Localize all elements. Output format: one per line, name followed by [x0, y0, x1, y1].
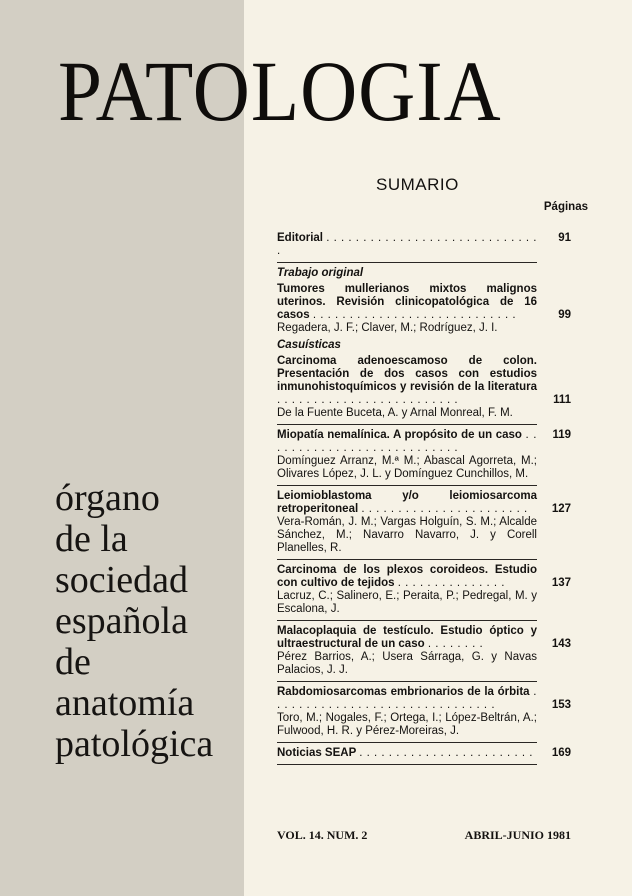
toc-entry-editorial[interactable]: Editorial . . . . . . . . . . . . . . . . . . . . . . . . . . . . . . 91 [277, 232, 571, 257]
subtitle-line: patológica [55, 723, 214, 765]
entry-title: Tumores mullerianos mixtos malignos uterinos. Revisión clinicopatológica de 16 casos [277, 283, 537, 321]
journal-title: PATOLOGIA [58, 43, 502, 139]
volume-number: VOL. 14. NUM. 2 [277, 828, 368, 842]
entry-authors: De la Fuente Buceta, A. y Arnal Monreal, F. M. [277, 407, 513, 419]
entry-authors: Domínguez Arranz, M.ª M.; Abascal Agorreta, M.; Olivares López, J. L. y Domínguez Cunchillos, M. [277, 455, 537, 480]
toc-entry[interactable]: Leiomioblastoma y/o leiomiosarcoma retroperitoneal . . . . . . . . . . . . . . . . . . . . . . . 127 Vera-Román, J. M.; Vargas Holguín, S. M.; Alcalde Sánchez, M.; Navarro Navarro, J. y Corell Planelles, R. [277, 490, 571, 554]
divider [277, 742, 537, 743]
entry-authors: Pérez Barrios, A.; Usera Sárraga, G. y Navas Palacios, J. J. [277, 651, 537, 676]
divider [277, 262, 537, 263]
issue-date: ABRIL-JUNIO 1981 [464, 828, 571, 842]
entry-page: 169 [551, 747, 571, 759]
entry-authors: Lacruz, C.; Salinero, E.; Peraita, P.; Pedregal, M. y Escalona, J. [277, 590, 537, 615]
entry-authors: Toro, M.; Nogales, F.; Ortega, I.; López-Beltrán, A.; Fulwood, H. R. y Pérez-Moreiras, J. [277, 712, 537, 737]
toc-entry[interactable]: Malacoplaquia de testículo. Estudio óptico y ultraestructural de un caso . . . . . . . . 143 Pérez Barrios, A.; Usera Sárraga, G. y Navas Palacios, J. J. [277, 625, 571, 676]
toc-entry[interactable]: Miopatía nemalínica. A propósito de un caso . . . . . . . . . . . . . . . . . . . . . . . . . . . 119 Domínguez Arranz, M.ª M.; Abascal Agorreta, M.; Olivares López, J. L. y Domínguez Cunchillos, M. [277, 429, 571, 480]
entry-title: Editorial [277, 232, 324, 244]
entry-title: Rabdomiosarcomas embrionarios de la órbita [277, 686, 530, 698]
section-heading-original: Trabajo original [277, 267, 364, 279]
entry-page: 127 [551, 503, 571, 515]
entry-page: 119 [552, 429, 571, 441]
subtitle-line: anatomía [55, 682, 195, 724]
divider [277, 559, 537, 560]
toc-entry[interactable]: Carcinoma de los plexos coroideos. Estudio con cultivo de tejidos . . . . . . . . . . . . . . . 137 Lacruz, C.; Salinero, E.; Peraita, P.; Pedregal, M. y Escalona, J. [277, 564, 571, 615]
subtitle-line: de la [55, 518, 128, 560]
entry-authors: Vera-Román, J. M.; Vargas Holguín, S. M.; Alcalde Sánchez, M.; Navarro Navarro, J. y Corell Planelles, R. [277, 516, 537, 554]
entry-page: 143 [551, 638, 571, 650]
toc-entry[interactable]: Carcinoma adenoescamoso de colon. Presentación de dos casos con estudios inmunohistoquímicos y revisión de la literatura . . . . . . . . . . . . . . . . . . . . . . . . . 111 De la Fuente Buceta, A. y Arnal Monreal, F. M. [277, 355, 571, 419]
subtitle-line: sociedad [55, 559, 188, 601]
entry-title: Carcinoma adenoescamoso de colon. Presentación de dos casos con estudios inmunohistoquímicos y revisión de la literatura [277, 355, 537, 393]
toc-entry[interactable]: Tumores mullerianos mixtos malignos uterinos. Revisión clinicopatológica de 16 casos . . . . . . . . . . . . . . . . . . . . . . . . . . . . 99 Regadera, J. F.; Claver, M.; Rodríguez, J. I. [277, 283, 571, 334]
journal-subtitle [55, 478, 245, 765]
table-of-contents [277, 232, 571, 769]
toc-entry-news[interactable]: Noticias SEAP . . . . . . . . . . . . . . . . . . . . . . . . 169 [277, 747, 571, 759]
subtitle-line: española [55, 600, 188, 642]
section-heading-cases: Casuísticas [277, 339, 341, 351]
divider [277, 681, 537, 682]
entry-page: 137 [551, 577, 571, 589]
entry-title: Malacoplaquia de testículo. Estudio óptico y ultraestructural de un caso [277, 625, 537, 650]
contents-heading: SUMARIO [376, 175, 459, 194]
toc-entry[interactable]: Rabdomiosarcomas embrionarios de la órbita . . . . . . . . . . . . . . . . . . . . . . . . . . . . . . . 153 Toro, M.; Nogales, F.; Ortega, I.; López-Beltrán, A.; Fulwood, H. R. y Pérez-Moreiras, J. [277, 686, 571, 737]
entry-page: 91 [558, 232, 571, 244]
entry-title: Carcinoma de los plexos coroideos. Estudio con cultivo de tejidos [277, 564, 537, 589]
entry-authors: Regadera, J. F.; Claver, M.; Rodríguez, J. I. [277, 322, 498, 334]
entry-title: Miopatía nemalínica. A propósito de un caso [277, 429, 522, 441]
entry-page: 153 [551, 699, 571, 711]
subtitle-line: de [55, 641, 91, 683]
pages-label: Páginas [543, 201, 588, 213]
subtitle-line: órgano [55, 477, 160, 519]
divider [277, 485, 537, 486]
divider [277, 620, 537, 621]
entry-page: 99 [558, 309, 571, 321]
divider [277, 424, 537, 425]
entry-page: 111 [553, 394, 571, 406]
entry-title: Leiomioblastoma y/o leiomiosarcoma retroperitoneal [277, 490, 537, 515]
entry-title: Noticias SEAP [277, 747, 357, 759]
divider [277, 764, 537, 765]
